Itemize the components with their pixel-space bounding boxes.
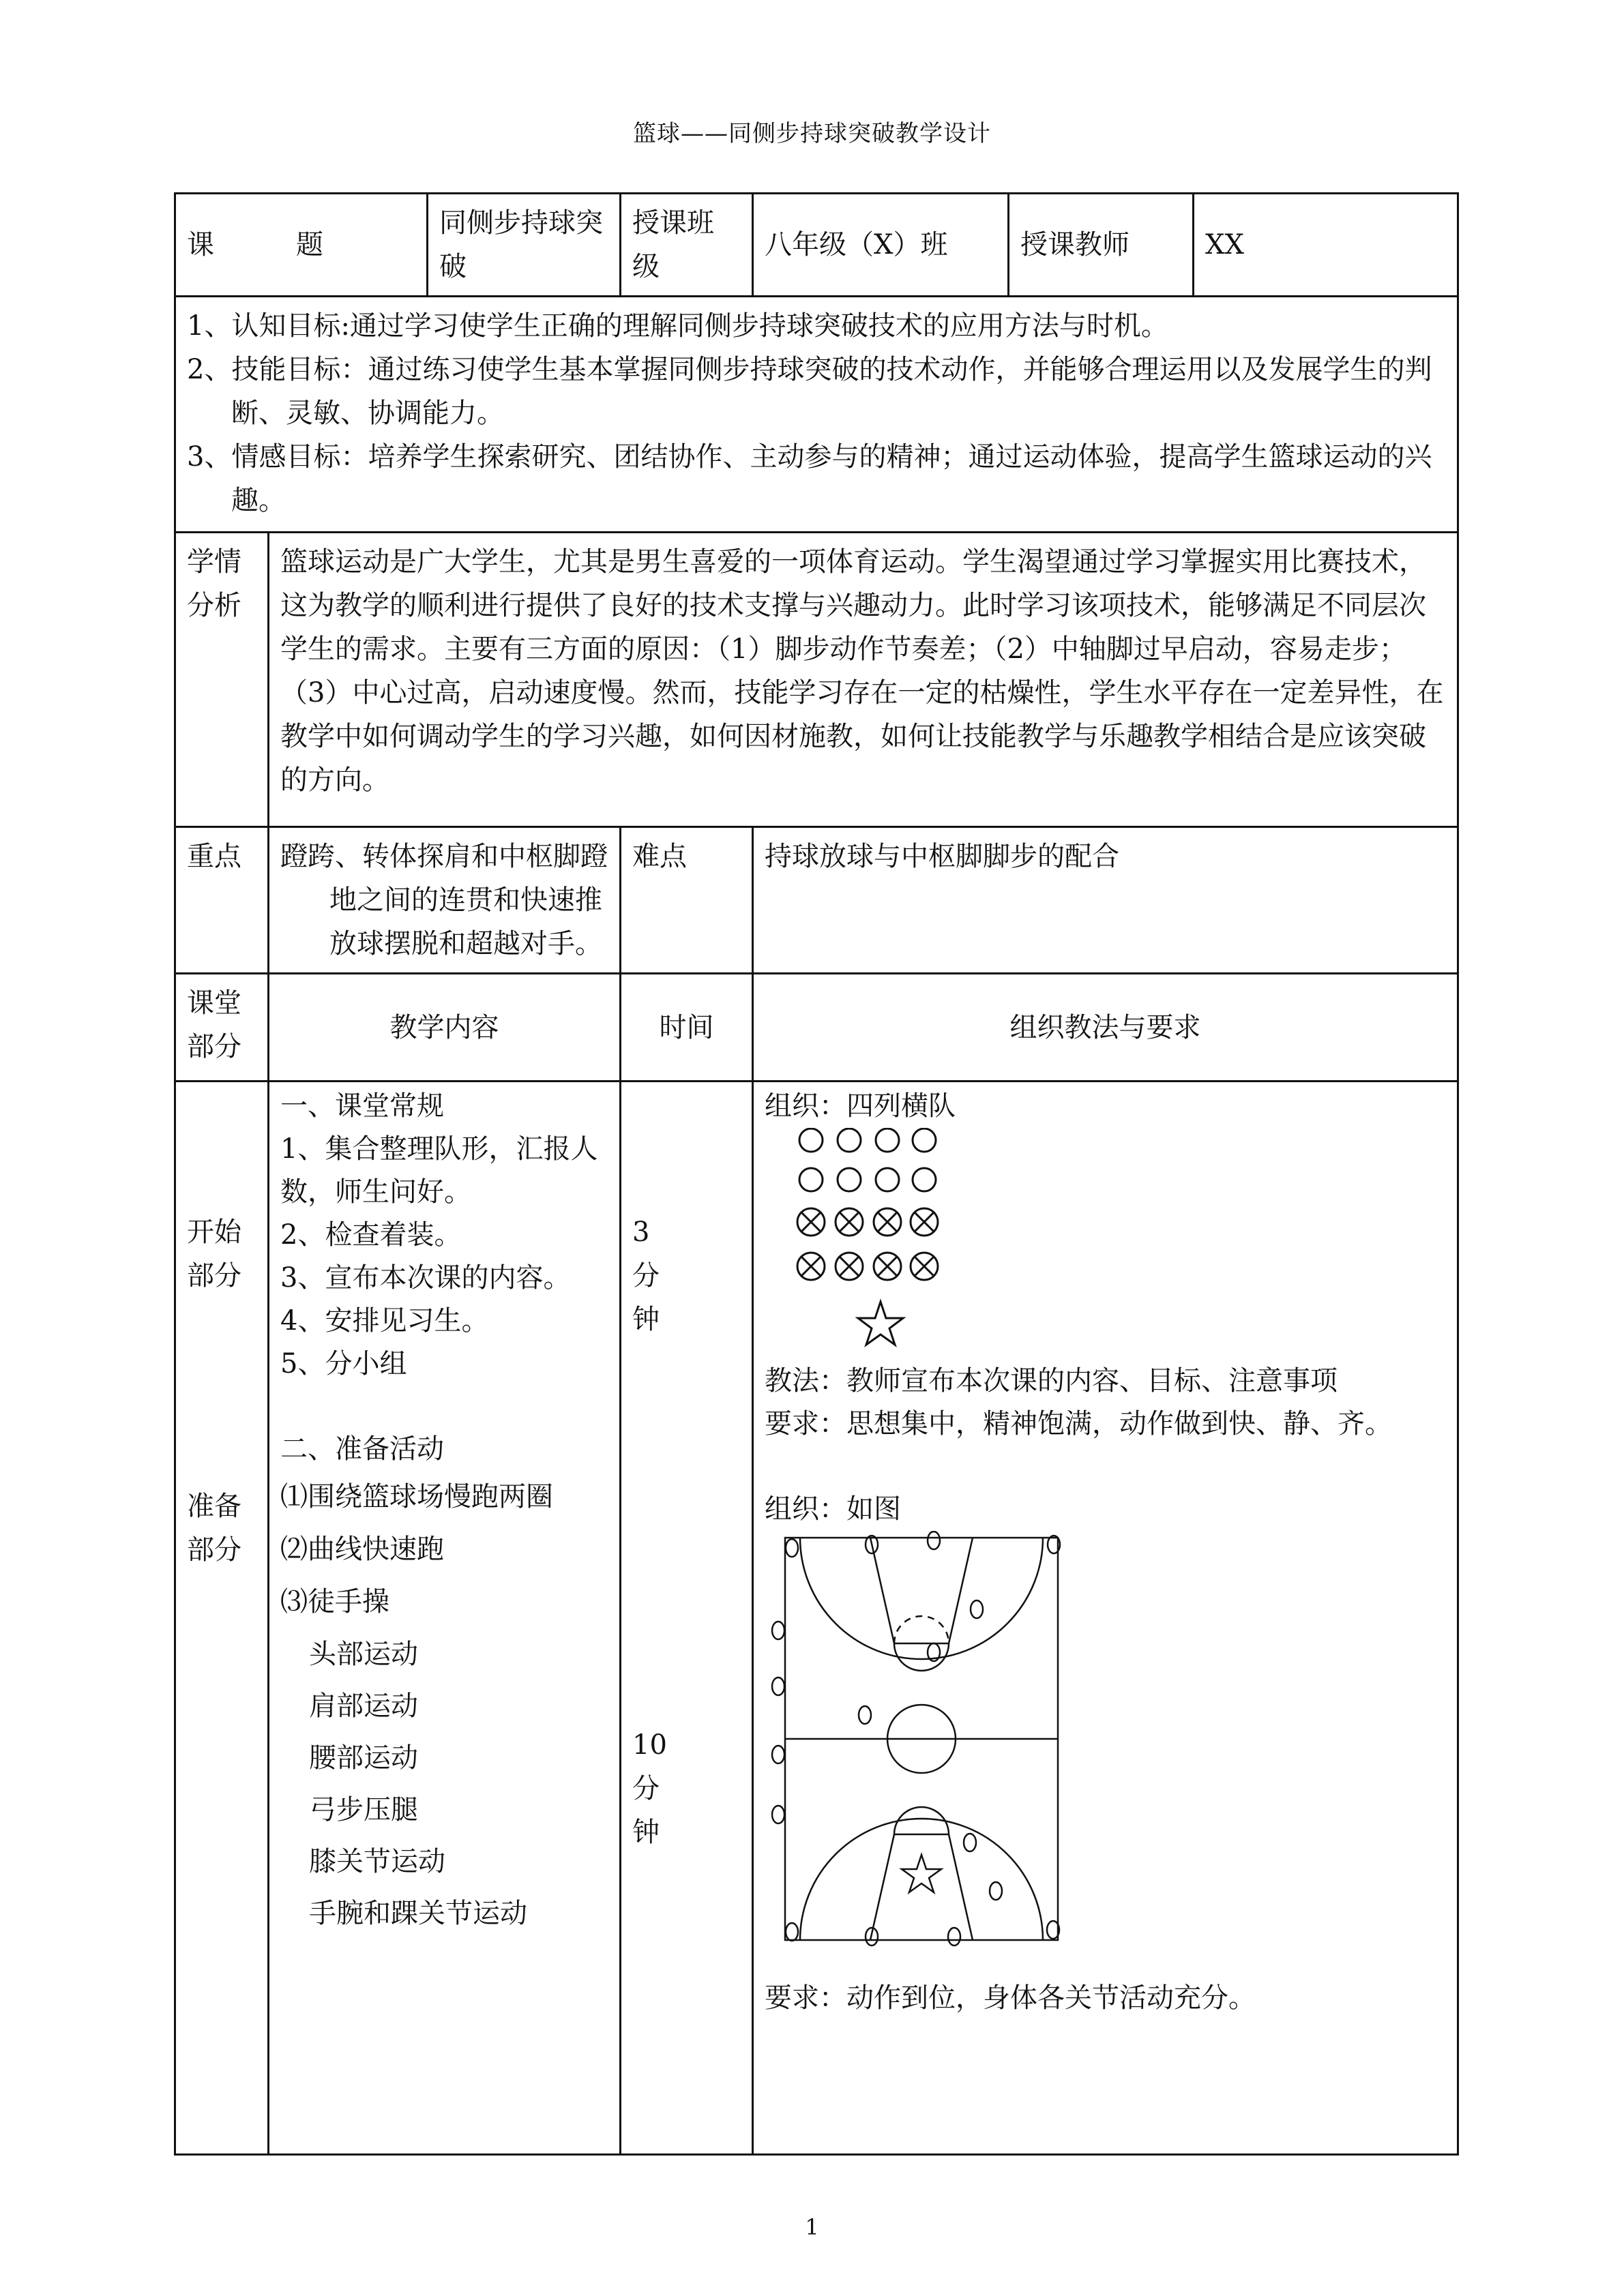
student-crossed-marker — [836, 1253, 863, 1280]
page-number: 1 — [805, 2214, 819, 2240]
method-cell — [753, 1082, 1458, 2155]
student-crossed-marker — [874, 1253, 901, 1280]
student-crossed-marker — [874, 1208, 901, 1236]
analysis-row — [175, 533, 1458, 827]
analysis-text: 篮球运动是广大学生，尤其是男生喜爱的一项体育运动。学生渴望通过学习掌握实用比赛技术，这为教学的顺利进行提供了良好的技术支撑与兴趣动力。此时学习该项技术，能够满足不同层次学生的需求。主要有三方面的原因：（1）脚步动作节奏差；（2）中轴脚过早启动，容易走步；（3）中心过高，启动速度慢。然而，技能学习存在一定的枯燥性，学生水平存在一定差异性，在教学中如何调动学生的学习兴趣，如何因材施教，如何让技能教学与乐趣教学相结合是应该突破的方向。 — [269, 533, 1458, 827]
player-marker — [772, 1806, 784, 1823]
objectives-row — [175, 297, 1458, 533]
student-marker — [838, 1168, 861, 1191]
student-crossed-marker — [797, 1253, 825, 1280]
player-marker — [772, 1746, 784, 1763]
exercise-item: 手腕和踝关节运动 — [309, 1898, 527, 1929]
difficulty-label: 难点 — [621, 827, 753, 974]
warmup-item: ⑶徒手操 — [280, 1586, 389, 1617]
student-marker — [838, 1129, 861, 1152]
student-marker — [876, 1168, 899, 1191]
section-column-header: 课堂 部分 — [175, 974, 269, 1082]
player-marker — [990, 1882, 1002, 1900]
student-crossed-marker — [797, 1208, 825, 1236]
teacher-value: XX — [1194, 194, 1458, 297]
exercise-item: 肩部运动 — [309, 1690, 418, 1722]
analysis-label: 学情 分析 — [175, 533, 269, 827]
objective-affective: 3、情感目标：培养学生探索研究、团结协作、主动参与的精神；通过运动体验，提高学生篮球运动的兴趣。 — [187, 441, 1432, 516]
column-header-row — [175, 974, 1458, 1082]
section-labels-cell — [175, 1082, 269, 2155]
player-marker — [948, 1928, 960, 1945]
exercise-item: 头部运动 — [309, 1639, 418, 1670]
student-crossed-marker — [836, 1208, 863, 1236]
prep-section-label: 准备 部分 — [187, 1491, 241, 1566]
org-formation: 组织：四列横队 — [765, 1090, 956, 1122]
requirement-2: 要求：动作到位，身体各关节活动充分。 — [765, 1982, 1256, 2014]
document-title: 篮球——同侧步持球突破教学设计 — [633, 120, 991, 147]
routine-title: 一、课堂常规 — [280, 1090, 444, 1122]
player-marker — [859, 1706, 871, 1724]
requirement-1: 要求：思想集中，精神饱满，动作做到快、静、齐。 — [765, 1408, 1392, 1440]
prep-time: 10 分 钟 — [632, 1729, 667, 1848]
topic-value: 同侧步持球突破 — [428, 194, 621, 297]
start-section-label: 开始 部分 — [187, 1217, 241, 1292]
routine-item: 3、宣布本次课的内容。 — [280, 1262, 571, 1294]
player-marker — [964, 1834, 976, 1851]
formation-diagram — [765, 1128, 969, 1360]
player-marker — [971, 1600, 983, 1618]
student-marker — [876, 1129, 899, 1152]
teacher-label: 授课教师 — [1009, 194, 1194, 297]
player-marker — [772, 1678, 784, 1695]
student-marker — [799, 1129, 823, 1152]
routine-item: 1、集合整理队形，汇报人数，师生问好。 — [280, 1133, 598, 1208]
exercise-item: 膝关节运动 — [309, 1846, 445, 1877]
time-cell — [621, 1082, 753, 2155]
warmup-item: ⑵曲线快速跑 — [280, 1534, 444, 1565]
exercise-item: 弓步压腿 — [309, 1794, 418, 1825]
student-marker — [913, 1129, 936, 1152]
teaching-method: 教法：教师宣布本次课的内容、目标、注意事项 — [765, 1365, 1338, 1397]
header-row — [175, 194, 1458, 297]
warmup-item: ⑴围绕篮球场慢跑两圈 — [280, 1481, 553, 1512]
routine-item: 2、检查着装。 — [280, 1219, 462, 1251]
method-column-header: 组织教法与要求 — [753, 974, 1458, 1082]
student-marker — [799, 1168, 823, 1191]
focus-label: 重点 — [175, 827, 269, 974]
class-label: 授课班级 — [621, 194, 753, 297]
exercise-item: 腰部运动 — [309, 1742, 418, 1774]
org-court: 组织：如图 — [765, 1493, 901, 1525]
teacher-star-icon — [902, 1855, 941, 1892]
lesson-body-row — [175, 1082, 1458, 2155]
content-cell — [269, 1082, 621, 2155]
topic-label: 课 题 — [175, 194, 428, 297]
objective-skill: 2、技能目标：通过练习使学生基本掌握同侧步持球突破的技术动作，并能够合理运用以及发展学生的判断、灵敏、协调能力。 — [187, 354, 1432, 429]
routine-item: 5、分小组 — [280, 1348, 407, 1380]
difficulty-text: 持球放球与中枢脚脚步的配合 — [753, 827, 1458, 974]
player-marker — [786, 1539, 798, 1557]
content-column-header: 教学内容 — [269, 974, 621, 1082]
player-marker — [772, 1622, 784, 1639]
student-marker — [913, 1168, 936, 1191]
warmup-title: 二、准备活动 — [280, 1433, 444, 1465]
player-marker — [928, 1532, 940, 1549]
objectives-cell — [175, 297, 1458, 533]
court-diagram — [765, 1531, 1078, 1967]
class-value: 八年级（X）班 — [753, 194, 1009, 297]
start-time: 3 分 钟 — [632, 1217, 660, 1335]
objective-cognitive: 1、认知目标:通过学习使学生正确的理解同侧步持球突破技术的应用方法与时机。 — [187, 310, 1168, 342]
teacher-star-icon — [858, 1302, 903, 1345]
focus-text: 蹬跨、转体探肩和中枢脚蹬地之间的连贯和快速推放球摆脱和超越对手。 — [269, 827, 621, 974]
lesson-plan-table — [174, 192, 1459, 2156]
player-marker — [786, 1923, 798, 1941]
student-crossed-marker — [911, 1253, 938, 1280]
routine-item: 4、安排见习生。 — [280, 1305, 489, 1337]
keypoints-row — [175, 827, 1458, 974]
student-crossed-marker — [911, 1208, 938, 1236]
time-column-header: 时间 — [621, 974, 753, 1082]
